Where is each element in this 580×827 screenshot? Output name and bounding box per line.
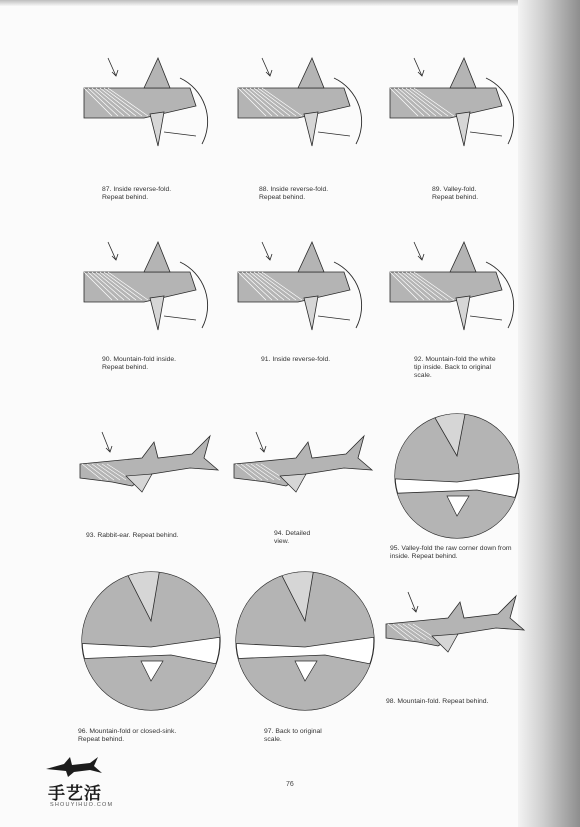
pectoral-flap <box>304 296 318 330</box>
diagram-88 <box>226 48 376 168</box>
diagram-95 <box>378 404 528 540</box>
caption-90: 90. Mountain-fold inside. Repeat behind. <box>102 356 177 372</box>
step-90 <box>72 232 222 407</box>
fin-flap <box>450 58 476 88</box>
pectoral-flap <box>304 112 318 146</box>
caption-87: 87. Inside reverse-fold. Repeat behind. <box>102 186 172 202</box>
fold-arrow-icon <box>108 242 118 260</box>
fold-arrow-icon <box>414 242 424 260</box>
step-87 <box>72 48 222 223</box>
body-flap <box>238 88 350 118</box>
diagram-90 <box>72 232 222 352</box>
fin-flap <box>450 242 476 272</box>
fin-flap <box>298 58 324 88</box>
caption-93: 93. Rabbit-ear. Repeat behind. <box>86 532 179 539</box>
step-96 <box>72 562 222 744</box>
caption-91: 91. Inside reverse-fold. <box>261 356 331 363</box>
step-93 <box>72 412 222 587</box>
body-flap <box>238 272 350 302</box>
body-flap <box>84 88 196 118</box>
step-97 <box>226 562 376 744</box>
step-94 <box>226 412 376 587</box>
pectoral-flap <box>456 296 470 330</box>
pectoral-flap <box>150 112 164 146</box>
caption-92: 92. Mountain-fold the white tip inside. Back to original scale. <box>414 356 496 380</box>
caption-94: 94. Detailed view. <box>274 530 311 546</box>
page-top-edge <box>0 0 580 6</box>
diagram-93 <box>72 412 222 532</box>
fold-arrow-icon <box>262 58 272 76</box>
fold-arrow-icon <box>414 58 424 76</box>
fin-flap <box>144 242 170 272</box>
watermark-url: SHOUYIHUO.COM <box>50 802 114 808</box>
fold-arrow-icon <box>262 242 272 260</box>
pectoral-flap <box>456 112 470 146</box>
fin-flap <box>298 242 324 272</box>
fold-arrow-icon <box>108 58 118 76</box>
pectoral-flap <box>150 296 164 330</box>
diagram-89 <box>378 48 528 168</box>
watermark-text: 手艺活 <box>48 784 102 804</box>
diagram-97 <box>226 562 376 712</box>
page-number: 76 <box>286 781 294 788</box>
diagram-92 <box>378 232 528 352</box>
caption-95: 95. Valley-fold the raw corner down from inside. Repeat behind. <box>390 545 512 561</box>
fold-arrow-icon <box>408 592 418 612</box>
shark-logo-icon <box>44 755 104 779</box>
caption-96: 96. Mountain-fold or closed-sink. Repeat behind. <box>78 728 177 744</box>
diagram-96 <box>72 562 222 712</box>
body-flap <box>390 272 502 302</box>
fold-arrow-icon <box>102 432 112 452</box>
caption-89: 89. Valley-fold. Repeat behind. <box>432 186 479 202</box>
caption-97: 97. Back to original scale. <box>264 728 322 744</box>
step-92 <box>378 232 528 407</box>
caption-98: 98. Mountain-fold. Repeat behind. <box>386 698 489 705</box>
step-88 <box>226 48 376 223</box>
step-91 <box>226 232 376 407</box>
diagram-87 <box>72 48 222 168</box>
diagram-98 <box>378 572 528 692</box>
step-89 <box>378 48 528 223</box>
fin-flap <box>144 58 170 88</box>
step-95 <box>378 404 548 579</box>
step-98 <box>378 572 528 747</box>
watermark-logo <box>44 755 124 815</box>
body-flap <box>84 272 196 302</box>
body-flap <box>390 88 502 118</box>
diagram-91 <box>226 232 376 352</box>
diagram-94 <box>226 412 376 532</box>
fold-arrow-icon <box>256 432 266 452</box>
caption-88: 88. Inside reverse-fold. Repeat behind. <box>259 186 329 202</box>
